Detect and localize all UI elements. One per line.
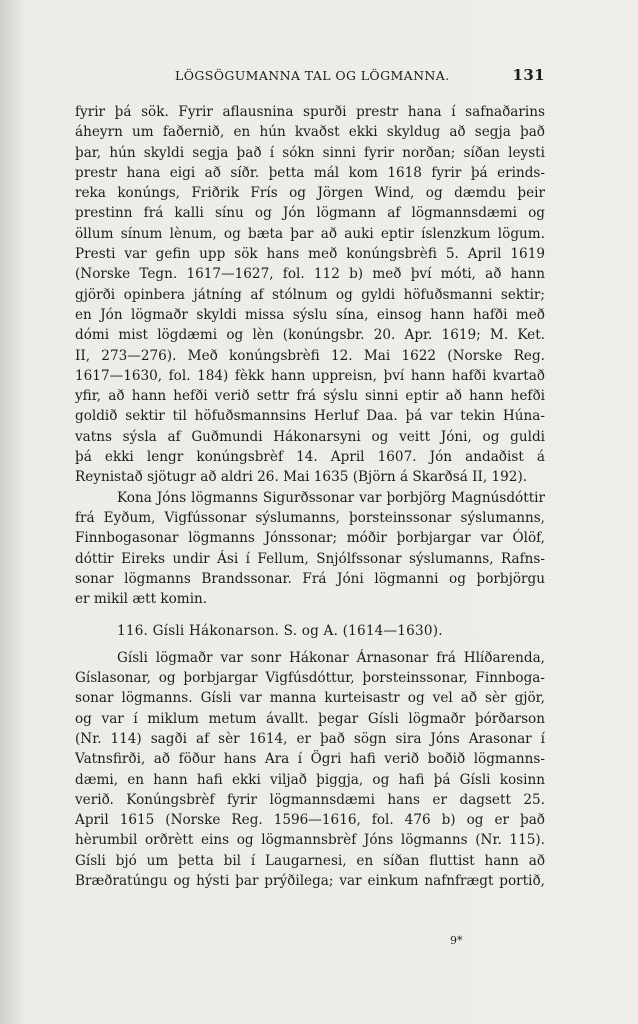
running-title: LÖGSÖGUMANNA TAL OG LÖGMANNA. [175,68,450,83]
text-line: þá ekki lengr konúngsbrèf 14. April 1607. Jón andaðist á [75,449,545,466]
text-line: hèrumbil orðrètt eins og lögmannsbrèf Jóns lögmanns (Nr. 115). [75,832,545,849]
text-line: öllum sínum lènum, og bæta þar að auki eptir íslenzkum lögum. [75,225,545,242]
text-line: dæmi, en hann hafi ekki viljað þiggja, og hafi þá Gísli kosinn [75,771,545,788]
text-line: Reynistað sjötugr að aldri 26. Mai 1635 (Björn á Skarðsá II, 192). [75,469,528,486]
text-line: vatns sýsla af Guðmundi Hákonarsyni og veitt Jóni, og guldi [75,428,545,445]
text-line: er mikil ætt komin. [75,591,208,608]
section-heading: 116. Gísli Hákonarson. S. og A. (1614—1630). [117,623,443,640]
text-line: fyrir þá sök. Fyrir aflausnina spurði prestr hana í safnaðarins [75,104,545,120]
text-line: en Jón lögmaðr skyldi missa sýslu sína, einsog hann hafði með [75,306,545,323]
text-line: Gísli bjó um þetta bil í Laugarnesi, en síðan fluttist hann að [75,852,545,869]
page-header [75,64,545,86]
text-line: Vatnsfirði, að föður hans Ara í Ögri hafi verið boðið lögmanns- [75,751,545,768]
text-line: April 1615 (Norske Reg. 1596—1616, fol. 476 b) og er það [75,812,545,829]
text-line: sonar lögmanns. Gísli var manna kurteisastr og vel að sèr gjör, [75,690,545,707]
text-line: gjörði opinbera játníng af stólnum og gyldi höfuðsmanni sektir; [75,286,545,303]
text-line: áheyrn um faðernið, en hún kvaðst ekki skyldug að segja það [75,124,545,141]
text-line: II, 273—276). Með konúngsbrèfi 12. Mai 1622 (Norske Reg. [75,347,545,364]
text-line: prestinn frá kalli sínu og Jón lögmann af lögmannsdæmi og [75,205,545,222]
text-line: yfir, að hann hefði verið settr frá sýslu sinni eptir að hann hefði [75,388,545,405]
text-line: dóttir Eireks undir Ási í Fellum, Snjólfssonar sýslumanns, Rafns- [75,550,545,567]
text-line: prestr hana eigi að síðr. þetta mál kom 1618 fyrir þá erinds- [75,164,545,181]
text-line: Gísli lögmaðr var sonr Hákonar Árnasonar frá Hlíðarenda, [117,649,545,666]
page-number: 131 [512,66,545,84]
signature-mark: 9* [450,934,463,947]
text-line: reka konúngs, Friðrik Frís og Jörgen Wind, og dæmdu þeir [75,185,545,202]
text-line: Finnbogasonar lögmanns Jónssonar; móðir þorbjargar var Ólöf, [75,530,545,547]
body-text [75,102,545,891]
text-line: verið. Konúngsbrèf fyrir lögmannsdæmi hans er dagsett 25. [75,791,545,808]
text-line: goldið sektir til höfuðsmannsins Herluf Daa. þá var tekin Húna- [75,408,545,425]
text-line: (Norske Tegn. 1617—1627, fol. 112 b) með því móti, að hann [75,266,545,283]
text-line: Presti var gefin upp sök hans með konúngsbrèfi 5. April 1619 [75,246,545,263]
text-line: sonar lögmanns Brandssonar. Frá Jóni lögmanni og þorbjörgu [75,570,545,587]
text-line: dómi mist lögdæmi og lèn (konúngsbr. 20. Apr. 1619; M. Ket. [75,327,545,344]
text-line: Kona Jóns lögmanns Sigurðssonar var þorbjörg Magnúsdóttir [117,489,545,506]
text-line: og var í miklum metum ávallt. þegar Gísli lögmaðr þórðarson [75,710,545,727]
text-line: frá Eyðum, Vigfússonar sýslumanns, þorsteinssonar sýslumanns, [75,509,545,526]
text-line: Bræðratúngu og hýsti þar prýðilega; var einkum nafnfrægt portið, [75,872,545,889]
text-line: 1617—1630, fol. 184) fèkk hann uppreisn, því hann hafði kvartað [75,367,545,384]
text-line: þar, hún skyldi segja það í sókn sinni fyrir norðan; síðan leysti [75,144,545,161]
text-line: Gíslasonar, og þorbjargar Vigfúsdóttur, þorsteinssonar, Finnboga- [75,670,545,687]
text-line: (Nr. 114) sagði af sèr 1614, er það sögn sira Jóns Arasonar í [75,730,545,747]
